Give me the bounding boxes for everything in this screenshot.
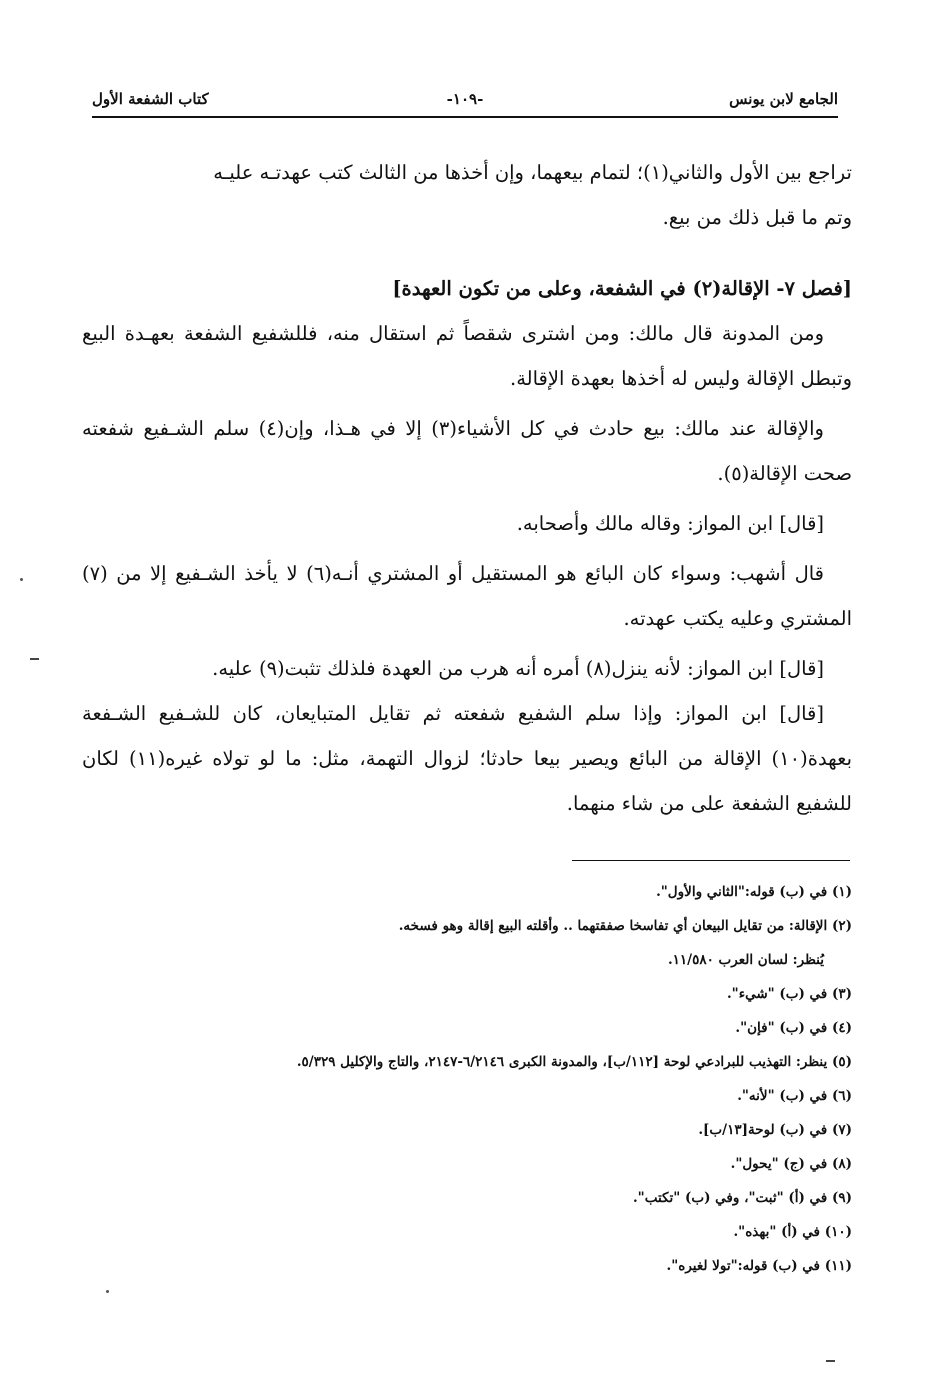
page-number: -١٠٩- bbox=[446, 90, 484, 108]
scan-speck bbox=[20, 578, 23, 581]
section-title: [فصل ٧- الإقالة(٢) في الشفعة، وعلى من تكون العهدة] bbox=[392, 277, 852, 300]
paragraph-1-line-2: وتم ما قبل ذلك من بيع. bbox=[662, 206, 852, 229]
footnote-8: (٨) في (ج) "يحول". bbox=[730, 1156, 852, 1172]
scan-speck bbox=[106, 1290, 109, 1293]
footnote-1: (١) في (ب) قوله:"الثاني والأول". bbox=[656, 884, 852, 900]
footnote-9: (٩) في (أ) "ثبت"، وفي (ب) "تكتب". bbox=[632, 1190, 852, 1206]
footnotes bbox=[100, 875, 852, 1283]
footnote-6: (٦) في (ب) "لأنه". bbox=[737, 1088, 852, 1104]
footnote-2: (٢) الإقالة: من تقايل البيعان أي تفاسخا صفقتهما .. وأقلته البيع إقالة وهو فسخه. bbox=[398, 918, 852, 934]
footnote-10: (١٠) في (أ) "بهذه". bbox=[733, 1224, 852, 1240]
header-chapter-title: كتاب الشفعة الأول bbox=[92, 90, 209, 108]
footnote-7: (٧) في (ب) لوحة[١٣/ب]. bbox=[698, 1122, 852, 1138]
page-header bbox=[92, 88, 838, 118]
paragraph-5: قال أشهب: وسواء كان البائع هو المستقيل أو المشتري أنـه(٦) لا يأخذ الشـفيع إلا من (٧) المشتري وعليه يكتب عهدته. bbox=[82, 562, 852, 630]
paragraph-7: [قال] ابن المواز: وإذا سلم الشفيع شفعته ثم تقايل المتبايعان، كان للشـفيع الشـفعة بعهدة(١٠) الإقالة من البائع ويصير بيعا حادثا؛ لزوال التهمة، مثل: ما لو تولاه غيره(١١) لكان للشفيع الشفعة على من شاء منهما. bbox=[82, 702, 853, 815]
footnote-5: (٥) ينظر: التهذيب للبرادعي لوحة [١١٢/ب]، والمدونة الكبرى ٦/٢١٤٦-٢١٤٧، والتاج والإكليل ٥/٣٢٩. bbox=[296, 1054, 852, 1070]
paragraph-2: ومن المدونة قال مالك: ومن اشترى شقصاً ثم استقال منه، فللشفيع الشفعة بعهـدة البيع وتبطل الإقالة وليس له أخذها بعهدة الإقالة. bbox=[82, 322, 852, 390]
scan-mark bbox=[30, 658, 39, 660]
paragraph-1-line-1: تراجع بين الأول والثاني(١)؛ لتمام بيعهما، وإن أخذها من الثالث كتب عهدتـه عليـه bbox=[213, 161, 852, 184]
main-text bbox=[82, 150, 852, 826]
paragraph-3: والإقالة عند مالك: بيع حادث في كل الأشياء(٣) إلا في هـذا، وإن(٤) سلم الشـفيع شفعته صحت الإقالة(٥). bbox=[82, 417, 852, 485]
scan-mark bbox=[826, 1360, 835, 1362]
paragraph-6: [قال] ابن المواز: لأنه ينزل(٨) أمره أنه هرب من العهدة فلذلك تثبت(٩) عليه. bbox=[212, 657, 824, 680]
footnote-3: (٣) في (ب) "شيء". bbox=[726, 986, 852, 1002]
footnote-11: (١١) في (ب) قوله:"تولا لغيره". bbox=[666, 1258, 852, 1274]
header-book-title: الجامع لابن يونس bbox=[729, 90, 838, 108]
footnote-2-reference: يُنظر: لسان العرب ١١/٥٨٠. bbox=[667, 952, 824, 968]
paragraph-4: [قال] ابن المواز: وقاله مالك وأصحابه. bbox=[516, 512, 824, 535]
footnote-separator bbox=[572, 860, 850, 861]
footnote-4: (٤) في (ب) "فإن". bbox=[735, 1020, 852, 1036]
